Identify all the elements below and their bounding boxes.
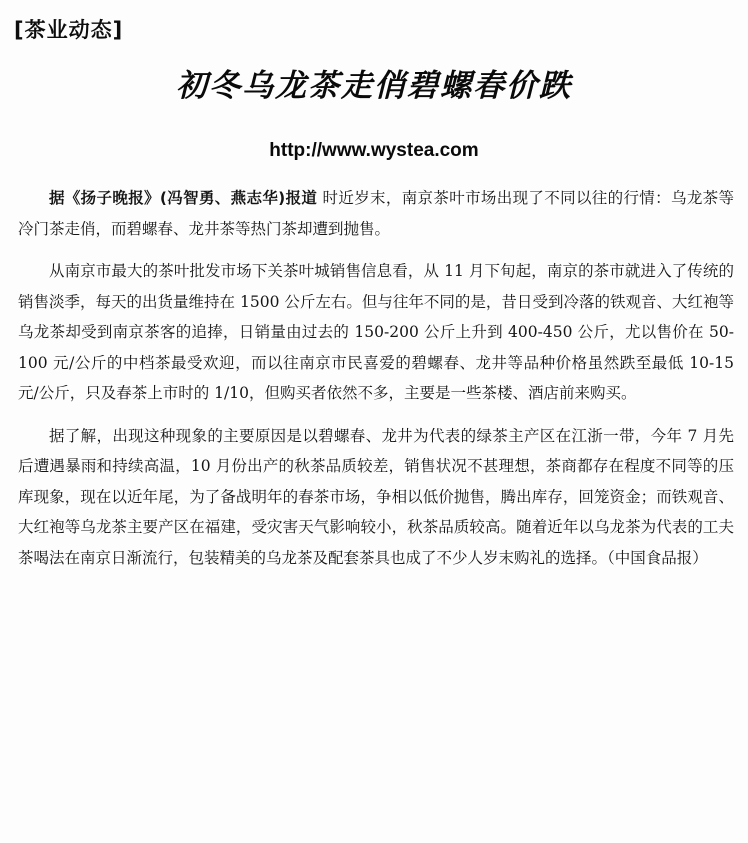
paragraph-2 bbox=[18, 256, 734, 409]
article-body bbox=[18, 183, 734, 585]
paragraph-text: 据了解，出现这种现象的主要原因是以碧螺春、龙井为代表的绿茶主产区在江浙一带，今年 7 月先后遭遇暴雨和持续高温，10 月份出产的秋茶品质较差，销售状况不甚理想，茶商都存在程度不同等的压库现象，现在以近年尾，为了备战明年的春茶市场，争相以低价抛售，腾出库存，回笼资金；而铁观音、大红袍等乌龙茶主要产区在福建，受灾害天气影响较小，秋茶品质较高。随着近年以乌龙茶为代表的工夫茶喝法在南京日渐流行，包装精美的乌龙茶及配套茶具也成了不少人岁末购礼的选择。（中国食品报） bbox=[18, 426, 734, 567]
paragraph-3 bbox=[18, 421, 734, 574]
source-url: http://www.wystea.com bbox=[269, 140, 479, 161]
paragraph-text: 从南京市最大的茶叶批发市场下关茶叶城销售信息看，从 11 月下旬起，南京的茶市就进入了传统的销售淡季，每天的出货量维持在 1500 公斤左右。但与往年不同的是，昔日受到冷落的铁观音、大红袍等乌龙茶却受到南京茶客的追捧，日销量由过去的 150-200 公斤上升到 400-450 公斤，尤以售价在 50-100 元/公斤的中档茶最受欢迎，而以往南京市民喜爱的碧螺春、龙井等品种价格虽然跌至最低 10-15 元/公斤，只及春茶上市时的 1/10，但购买者依然不多，主要是一些茶楼、酒店前来购买。 bbox=[18, 262, 734, 402]
article-title: 初冬乌龙茶走俏碧螺春价跌 bbox=[176, 68, 572, 104]
paragraph-1 bbox=[18, 183, 734, 244]
paragraph-lead: 据《扬子晚报》(冯智勇、燕志华)报道 bbox=[49, 189, 318, 207]
paragraph-text: 时近岁末，南京茶叶市场出现了不同以往的行情：乌龙茶等冷门茶走俏，而碧螺春、龙井茶等热门茶却遭到抛售。 bbox=[18, 189, 734, 238]
section-tag: [茶业动态] bbox=[14, 18, 124, 42]
